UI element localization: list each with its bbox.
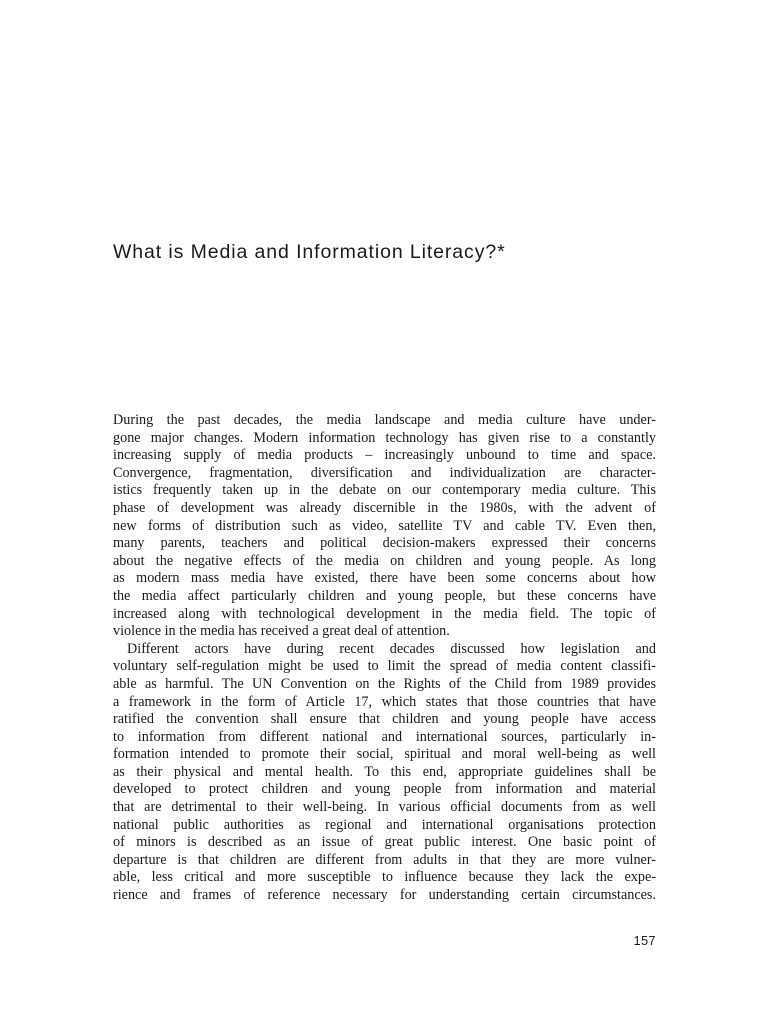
text-line: ratified the convention shall ensure that children and young people have access — [113, 711, 656, 728]
text-line: gone major changes. Modern information technology has given rise to a constantly — [113, 429, 656, 446]
text-line: able as harmful. The UN Convention on the Rights of the Child from 1989 provides — [113, 675, 656, 692]
text-line: voluntary self-regulation might be used to limit the spread of media content classifi- — [113, 658, 656, 675]
text-line: about the negative effects of the media on children and young people. As long — [113, 552, 656, 569]
text-line: violence in the media has received a great deal of attention. — [113, 623, 450, 640]
text-line: During the past decades, the media landscape and media culture have under- — [113, 412, 656, 428]
paragraph-1 — [113, 412, 656, 641]
text-line: as their physical and mental health. To this end, appropriate guidelines shall be — [113, 763, 656, 780]
text-line: as modern mass media have existed, there have been some concerns about how — [113, 570, 656, 587]
chapter-title: What is Media and Information Literacy?* — [113, 241, 506, 263]
text-line: new forms of distribution such as video, satellite TV and cable TV. Even then, — [113, 517, 656, 534]
text-line: to information from different national and international sources, particularly in- — [113, 728, 656, 745]
text-line: increased along with technological development in the media field. The topic of — [113, 605, 656, 622]
text-line: Different actors have during recent decades discussed how legislation and — [127, 640, 656, 657]
text-line: departure is that children are different from adults in that they are more vulner- — [113, 851, 656, 868]
paragraph-2 — [113, 641, 656, 905]
page-number: 157 — [633, 934, 656, 948]
text-line: phase of development was already discernible in the 1980s, with the advent of — [113, 499, 656, 516]
text-line: a framework in the form of Article 17, which states that those countries that have — [113, 693, 656, 710]
text-line: formation intended to promote their social, spiritual and moral well-being as well — [113, 746, 656, 763]
text-line: that are detrimental to their well-being. In various official documents from as well — [113, 799, 656, 816]
text-line: Convergence, fragmentation, diversification and individualization are character- — [113, 464, 656, 481]
text-line: of minors is described as an issue of great public interest. One basic point of — [113, 834, 656, 851]
text-line: istics frequently taken up in the debate on our contemporary media culture. This — [113, 482, 656, 499]
text-line: the media affect particularly children and young people, but these concerns have — [113, 587, 656, 604]
body-text — [113, 412, 656, 905]
text-line: rience and frames of reference necessary for understanding certain circumstances. — [113, 887, 656, 904]
text-line: increasing supply of media products – increasingly unbound to time and space. — [113, 447, 656, 464]
text-line: many parents, teachers and political decision-makers expressed their concerns — [113, 535, 656, 552]
text-line: able, less critical and more susceptible to influence because they lack the expe- — [113, 869, 656, 886]
text-line: developed to protect children and young people from information and material — [113, 781, 656, 798]
text-line: national public authorities as regional and international organisations protection — [113, 816, 656, 833]
